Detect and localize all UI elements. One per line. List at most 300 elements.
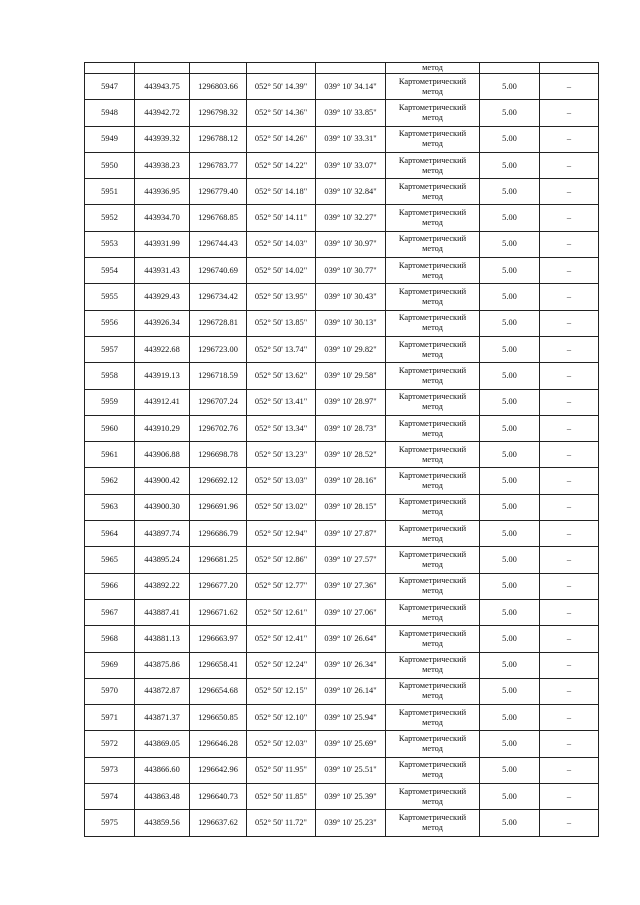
cell-accuracy: 5.00: [480, 521, 540, 547]
cell-longitude: 039° 10' 33.07": [316, 152, 386, 178]
cell-point-number: 5948: [85, 100, 135, 126]
cell-accuracy: 5.00: [480, 415, 540, 441]
method-line-2: метод: [422, 218, 443, 228]
cell-longitude: 039° 10' 27.06": [316, 599, 386, 625]
cell-method: [386, 336, 480, 362]
cell-longitude: 039° 10' 25.51": [316, 757, 386, 783]
cell-x: 443929.43: [135, 284, 190, 310]
cell-y: 1296803.66: [190, 74, 247, 100]
cell-y: 1296707.24: [190, 389, 247, 415]
cell-point-number: 5970: [85, 678, 135, 704]
cell-accuracy: 5.00: [480, 284, 540, 310]
cell-y: 1296698.78: [190, 442, 247, 468]
cell-point-number: 5954: [85, 258, 135, 284]
cell-longitude: 039° 10' 28.15": [316, 494, 386, 520]
method-line-1: Картометрический: [398, 260, 467, 270]
method-line-1: Картометрический: [398, 812, 467, 822]
method-line-1: Картометрический: [398, 339, 467, 349]
cell-method: [386, 705, 480, 731]
cell-method: [386, 810, 480, 836]
cell-y: 1296640.73: [190, 784, 247, 810]
method-line-2: метод: [422, 822, 443, 832]
cell-method: [386, 258, 480, 284]
cell-y: 1296744.43: [190, 231, 247, 257]
method-line-1: Картометрический: [398, 576, 467, 586]
table-row: [85, 100, 599, 126]
method-line-2: метод: [422, 691, 443, 701]
cell-latitude: 052° 50' 14.26": [247, 126, 316, 152]
cell-method: [386, 599, 480, 625]
cell-point-number: 5950: [85, 152, 135, 178]
cell-note: –: [540, 152, 599, 178]
table-row: [85, 179, 599, 205]
cell-latitude: 052° 50' 11.72": [247, 810, 316, 836]
cell-x: 443871.37: [135, 705, 190, 731]
cell-accuracy: 5.00: [480, 547, 540, 573]
cell-accuracy: 5.00: [480, 599, 540, 625]
method-line-2: метод: [422, 191, 443, 201]
cell-x: 443869.05: [135, 731, 190, 757]
table-row: [85, 468, 599, 494]
cell-y: 1296677.20: [190, 573, 247, 599]
method-line-1: Картометрический: [398, 444, 467, 454]
method-line-1: Картометрический: [398, 418, 467, 428]
cell-note: –: [540, 547, 599, 573]
cell-longitude: 039° 10' 30.13": [316, 310, 386, 336]
cell-y: 1296646.28: [190, 731, 247, 757]
cell-point-number: 5949: [85, 126, 135, 152]
cell-longitude: 039° 10' 28.97": [316, 389, 386, 415]
cell-x: 443906.88: [135, 442, 190, 468]
cell-point-number: 5956: [85, 310, 135, 336]
cell-longitude: 039° 10' 26.64": [316, 626, 386, 652]
method-line-2: метод: [422, 375, 443, 385]
cell-y: 1296723.00: [190, 336, 247, 362]
cell-note: –: [540, 784, 599, 810]
cell-method: [386, 547, 480, 573]
cell-method: [386, 678, 480, 704]
method-line-1: Картометрический: [398, 181, 467, 191]
cell-longitude: 039° 10' 34.14": [316, 74, 386, 100]
cell-longitude: 039° 10' 26.34": [316, 652, 386, 678]
table-row: [85, 599, 599, 625]
cell-x: 443931.43: [135, 258, 190, 284]
table-row: [85, 573, 599, 599]
cell-point-number: 5966: [85, 573, 135, 599]
cell-latitude: 052° 50' 14.18": [247, 179, 316, 205]
cell-method: [386, 179, 480, 205]
cell-point-number: 5962: [85, 468, 135, 494]
cell-latitude: 052° 50' 14.02": [247, 258, 316, 284]
table-row: [85, 152, 599, 178]
cell-x: 443926.34: [135, 310, 190, 336]
method-line-1: Картометрический: [398, 129, 467, 139]
cell-method: [386, 310, 480, 336]
table-row: [85, 626, 599, 652]
method-line-2: метод: [422, 638, 443, 648]
cell-longitude: 039° 10' 29.58": [316, 363, 386, 389]
cell-method: [386, 573, 480, 599]
method-line-2: метод: [422, 612, 443, 622]
table-row: [85, 652, 599, 678]
cell-method: [386, 757, 480, 783]
cell-accuracy: 5.00: [480, 494, 540, 520]
method-line-2: метод: [422, 770, 443, 780]
cell-accuracy: 5.00: [480, 652, 540, 678]
cell-x: 443912.41: [135, 389, 190, 415]
cell-x: 443897.74: [135, 521, 190, 547]
table-row: [85, 494, 599, 520]
cell-note: –: [540, 521, 599, 547]
cell-longitude: 039° 10' 33.85": [316, 100, 386, 126]
cell-y: 1296642.96: [190, 757, 247, 783]
method-line-2: метод: [422, 349, 443, 359]
cell-accuracy: 5.00: [480, 310, 540, 336]
table-row: [85, 415, 599, 441]
method-line-1: Картометрический: [398, 786, 467, 796]
method-line-2: метод: [422, 533, 443, 543]
method-line-2: метод: [422, 270, 443, 280]
method-line-1: Картометрический: [398, 365, 467, 375]
method-line-2: метод: [422, 744, 443, 754]
cell-note: –: [540, 757, 599, 783]
cell-accuracy: 5.00: [480, 573, 540, 599]
cell-point-number: 5972: [85, 731, 135, 757]
cell-x: 443942.72: [135, 100, 190, 126]
method-line-2: метод: [422, 112, 443, 122]
cell-latitude: 052° 50' 13.41": [247, 389, 316, 415]
cell-point-number: [85, 63, 135, 74]
table-row: [85, 363, 599, 389]
cell-note: –: [540, 336, 599, 362]
cell-latitude: 052° 50' 13.95": [247, 284, 316, 310]
method-line-1: Картометрический: [398, 734, 467, 744]
cell-accuracy: [480, 63, 540, 74]
table-row: [85, 205, 599, 231]
cell-latitude: 052° 50' 13.02": [247, 494, 316, 520]
cell-note: –: [540, 626, 599, 652]
cell-point-number: 5971: [85, 705, 135, 731]
cell-accuracy: 5.00: [480, 442, 540, 468]
table-row: [85, 757, 599, 783]
cell-longitude: 039° 10' 28.52": [316, 442, 386, 468]
method-line-1: Картометрический: [398, 155, 467, 165]
cell-longitude: 039° 10' 33.31": [316, 126, 386, 152]
cell-latitude: 052° 50' 11.85": [247, 784, 316, 810]
cell-method: [386, 626, 480, 652]
cell-point-number: 5965: [85, 547, 135, 573]
cell-y: 1296768.85: [190, 205, 247, 231]
cell-y: 1296663.97: [190, 626, 247, 652]
method-line-1: Картометрический: [398, 681, 467, 691]
cell-y: 1296671.62: [190, 599, 247, 625]
cell-longitude: 039° 10' 30.97": [316, 231, 386, 257]
cell-y: 1296650.85: [190, 705, 247, 731]
cell-y: 1296702.76: [190, 415, 247, 441]
method-line-2: метод: [422, 507, 443, 517]
cell-longitude: 039° 10' 26.14": [316, 678, 386, 704]
cell-point-number: 5953: [85, 231, 135, 257]
table-row: [85, 678, 599, 704]
cell-longitude: 039° 10' 28.73": [316, 415, 386, 441]
cell-longitude: 039° 10' 29.82": [316, 336, 386, 362]
cell-x: 443887.41: [135, 599, 190, 625]
method-line-2: метод: [422, 165, 443, 175]
cell-longitude: 039° 10' 30.43": [316, 284, 386, 310]
cell-x: 443943.75: [135, 74, 190, 100]
cell-latitude: 052° 50' 14.22": [247, 152, 316, 178]
method-line-1: Картометрический: [398, 287, 467, 297]
cell-point-number: 5964: [85, 521, 135, 547]
table-row: [85, 258, 599, 284]
method-line-1: Картометрический: [398, 102, 467, 112]
cell-method: [386, 100, 480, 126]
cell-point-number: 5957: [85, 336, 135, 362]
cell-method: [386, 442, 480, 468]
cell-note: –: [540, 205, 599, 231]
cell-point-number: 5952: [85, 205, 135, 231]
cell-x: 443900.42: [135, 468, 190, 494]
cell-method: [386, 126, 480, 152]
cell-note: –: [540, 258, 599, 284]
cell-point-number: 5958: [85, 363, 135, 389]
method-line-2: метод: [422, 244, 443, 254]
cell-point-number: 5974: [85, 784, 135, 810]
cell-x: 443863.48: [135, 784, 190, 810]
method-line-1: Картометрический: [398, 655, 467, 665]
cell-latitude: 052° 50' 13.34": [247, 415, 316, 441]
cell-accuracy: 5.00: [480, 784, 540, 810]
cell-y: 1296637.62: [190, 810, 247, 836]
cell-latitude: [247, 63, 316, 74]
cell-x: 443910.29: [135, 415, 190, 441]
table-row: [85, 389, 599, 415]
method-line-1: Картометрический: [398, 760, 467, 770]
method-line-1: Картометрический: [398, 234, 467, 244]
cell-latitude: 052° 50' 13.23": [247, 442, 316, 468]
cell-accuracy: 5.00: [480, 231, 540, 257]
method-line-1: Картометрический: [398, 602, 467, 612]
cell-point-number: 5960: [85, 415, 135, 441]
table-row: [85, 521, 599, 547]
cell-latitude: 052° 50' 13.74": [247, 336, 316, 362]
cell-y: 1296686.79: [190, 521, 247, 547]
cell-latitude: 052° 50' 14.03": [247, 231, 316, 257]
method-line-2: метод: [422, 665, 443, 675]
cell-latitude: 052° 50' 12.15": [247, 678, 316, 704]
cell-longitude: 039° 10' 27.87": [316, 521, 386, 547]
cell-note: –: [540, 363, 599, 389]
method-line-2: метод: [422, 559, 443, 569]
cell-latitude: 052° 50' 12.94": [247, 521, 316, 547]
method-line-1: Картометрический: [398, 628, 467, 638]
cell-y: 1296740.69: [190, 258, 247, 284]
cell-accuracy: 5.00: [480, 678, 540, 704]
cell-note: –: [540, 599, 599, 625]
cell-note: –: [540, 442, 599, 468]
cell-method: [386, 389, 480, 415]
cell-method: [386, 152, 480, 178]
continuation-row: [85, 63, 599, 74]
method-line-2: метод: [422, 323, 443, 333]
cell-x: 443900.30: [135, 494, 190, 520]
cell-accuracy: 5.00: [480, 468, 540, 494]
cell-accuracy: 5.00: [480, 757, 540, 783]
cell-method: [386, 652, 480, 678]
table-row: [85, 231, 599, 257]
cell-note: –: [540, 731, 599, 757]
cell-y: 1296654.68: [190, 678, 247, 704]
method-line-1: Картометрический: [398, 313, 467, 323]
cell-point-number: 5959: [85, 389, 135, 415]
cell-note: –: [540, 231, 599, 257]
cell-accuracy: 5.00: [480, 179, 540, 205]
cell-longitude: 039° 10' 30.77": [316, 258, 386, 284]
table-row: [85, 336, 599, 362]
table-row: [85, 705, 599, 731]
cell-method: [386, 284, 480, 310]
cell-point-number: 5968: [85, 626, 135, 652]
cell-longitude: 039° 10' 25.94": [316, 705, 386, 731]
cell-accuracy: 5.00: [480, 336, 540, 362]
cell-x: 443922.68: [135, 336, 190, 362]
cell-x: 443881.13: [135, 626, 190, 652]
cell-x: 443875.86: [135, 652, 190, 678]
cell-x: [135, 63, 190, 74]
method-line-2: метод: [422, 717, 443, 727]
cell-longitude: 039° 10' 28.16": [316, 468, 386, 494]
cell-note: –: [540, 284, 599, 310]
cell-latitude: 052° 50' 14.39": [247, 74, 316, 100]
cell-note: –: [540, 573, 599, 599]
cell-accuracy: 5.00: [480, 205, 540, 231]
cell-accuracy: 5.00: [480, 705, 540, 731]
cell-accuracy: 5.00: [480, 389, 540, 415]
cell-longitude: 039° 10' 25.39": [316, 784, 386, 810]
table-row: [85, 74, 599, 100]
cell-longitude: 039° 10' 25.69": [316, 731, 386, 757]
table-row: [85, 731, 599, 757]
cell-latitude: 052° 50' 14.11": [247, 205, 316, 231]
cell-x: 443919.13: [135, 363, 190, 389]
method-line-1: Картометрический: [398, 471, 467, 481]
table-row: [85, 310, 599, 336]
method-line-2: метод: [422, 481, 443, 491]
cell-latitude: 052° 50' 13.85": [247, 310, 316, 336]
coordinates-table: [84, 62, 599, 837]
method-line-1: Картометрический: [398, 76, 467, 86]
cell-x: 443895.24: [135, 547, 190, 573]
cell-latitude: 052° 50' 12.03": [247, 731, 316, 757]
cell-method: метод: [386, 63, 480, 74]
cell-y: 1296691.96: [190, 494, 247, 520]
cell-y: 1296681.25: [190, 547, 247, 573]
cell-x: 443859.56: [135, 810, 190, 836]
cell-method: [386, 205, 480, 231]
cell-latitude: 052° 50' 12.10": [247, 705, 316, 731]
cell-longitude: [316, 63, 386, 74]
cell-latitude: 052° 50' 12.24": [247, 652, 316, 678]
cell-accuracy: 5.00: [480, 258, 540, 284]
cell-note: –: [540, 179, 599, 205]
cell-point-number: 5951: [85, 179, 135, 205]
cell-latitude: 052° 50' 13.62": [247, 363, 316, 389]
table-row: [85, 547, 599, 573]
method-line-1: Картометрический: [398, 523, 467, 533]
cell-note: –: [540, 100, 599, 126]
cell-x: 443872.87: [135, 678, 190, 704]
cell-note: –: [540, 810, 599, 836]
cell-method: [386, 231, 480, 257]
cell-method: [386, 415, 480, 441]
cell-x: 443934.70: [135, 205, 190, 231]
method-line-2: метод: [422, 86, 443, 96]
cell-y: 1296718.59: [190, 363, 247, 389]
method-line-2: метод: [422, 796, 443, 806]
cell-method: [386, 74, 480, 100]
method-line-2: метод: [422, 402, 443, 412]
cell-note: –: [540, 415, 599, 441]
cell-latitude: 052° 50' 12.77": [247, 573, 316, 599]
cell-note: –: [540, 652, 599, 678]
cell-note: –: [540, 678, 599, 704]
cell-accuracy: 5.00: [480, 126, 540, 152]
cell-method: [386, 494, 480, 520]
cell-longitude: 039° 10' 32.84": [316, 179, 386, 205]
method-line-1: Картометрический: [398, 392, 467, 402]
cell-accuracy: 5.00: [480, 152, 540, 178]
cell-note: [540, 63, 599, 74]
cell-latitude: 052° 50' 11.95": [247, 757, 316, 783]
cell-x: 443939.32: [135, 126, 190, 152]
cell-longitude: 039° 10' 32.27": [316, 205, 386, 231]
method-line-2: метод: [422, 454, 443, 464]
cell-method: [386, 784, 480, 810]
cell-point-number: 5961: [85, 442, 135, 468]
table-row: [85, 284, 599, 310]
cell-point-number: 5973: [85, 757, 135, 783]
coordinates-table-body: [85, 63, 599, 837]
cell-accuracy: 5.00: [480, 363, 540, 389]
cell-y: 1296788.12: [190, 126, 247, 152]
cell-note: –: [540, 126, 599, 152]
cell-y: 1296798.32: [190, 100, 247, 126]
table-row: [85, 126, 599, 152]
cell-y: 1296692.12: [190, 468, 247, 494]
method-line-1: Картометрический: [398, 497, 467, 507]
cell-y: [190, 63, 247, 74]
cell-longitude: 039° 10' 25.23": [316, 810, 386, 836]
cell-note: –: [540, 494, 599, 520]
cell-latitude: 052° 50' 12.86": [247, 547, 316, 573]
cell-point-number: 5947: [85, 74, 135, 100]
table-row: [85, 442, 599, 468]
cell-note: –: [540, 389, 599, 415]
method-line-1: Картометрический: [398, 549, 467, 559]
method-line-2: метод: [422, 586, 443, 596]
cell-y: 1296734.42: [190, 284, 247, 310]
cell-point-number: 5967: [85, 599, 135, 625]
cell-method: [386, 521, 480, 547]
cell-point-number: 5975: [85, 810, 135, 836]
table-row: [85, 810, 599, 836]
cell-y: 1296658.41: [190, 652, 247, 678]
cell-accuracy: 5.00: [480, 74, 540, 100]
cell-x: 443866.60: [135, 757, 190, 783]
cell-note: –: [540, 468, 599, 494]
cell-y: 1296783.77: [190, 152, 247, 178]
table-row: [85, 784, 599, 810]
